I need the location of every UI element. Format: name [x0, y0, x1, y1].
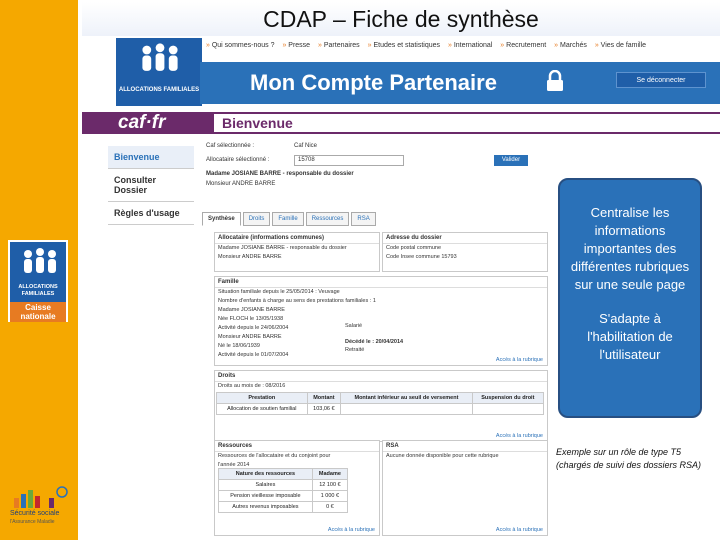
tab-bar — [202, 212, 378, 226]
brand-logo-text: ALLOCATIONS FAMILIALES — [118, 87, 200, 93]
droits-link[interactable]: Accès à la rubrique — [495, 433, 543, 439]
adresse-line: Code postal commune — [386, 245, 442, 251]
allocataire-label: Allocataire sélectionné : — [206, 157, 270, 163]
famille-line: Situation familiale depuis le 25/05/2014 : Veuvage — [218, 289, 340, 295]
famille-panel — [214, 276, 548, 366]
status-salarie: Salarié — [345, 323, 363, 329]
nav-item[interactable]: » International — [448, 42, 492, 49]
validate-button[interactable]: Valider — [494, 155, 528, 166]
ressources-table — [218, 468, 348, 513]
nav-item[interactable]: » Recrutement — [500, 42, 546, 49]
caf-brand[interactable]: caf·fr — [118, 112, 166, 133]
allocataire-panel — [214, 232, 380, 272]
nav-item[interactable]: » Partenaires — [318, 42, 360, 49]
famille-line: Madame JOSIANE BARRE — [218, 307, 285, 313]
droits-cell: Allocation de soutien familial — [217, 404, 308, 415]
droits-table — [216, 392, 544, 415]
droits-subtitle: Droits au mois de : 08/2016 — [218, 383, 286, 389]
ressources-line: l'année 2014 — [218, 462, 250, 468]
table-row — [219, 502, 348, 513]
callout-text-2: S'adapte à l'habilitation de l'utilisateur — [587, 311, 673, 362]
welcome-heading: Bienvenue — [214, 114, 720, 132]
logout-button[interactable]: Se déconnecter — [616, 72, 706, 88]
table-row — [217, 404, 544, 415]
allocations-familiales-logo[interactable] — [116, 38, 202, 106]
family-people-icon — [138, 42, 182, 80]
tab-famille[interactable]: Famille — [272, 212, 303, 226]
table-row — [219, 491, 348, 502]
droits-cell: 103,06 € — [307, 404, 341, 415]
ressources-line: Ressources de l'allocataire et du conjoint pour — [218, 453, 331, 459]
nav-item[interactable]: » Presse — [282, 42, 310, 49]
adresse-heading: Adresse du dossier — [383, 233, 547, 244]
welcome-bar — [82, 112, 720, 134]
family-people-icon — [20, 248, 60, 280]
famille-line: Née FLOCH le 13/05/1938 — [218, 316, 284, 322]
banner — [200, 62, 720, 104]
status-decede: Décédé le : 20/04/2014 — [345, 339, 404, 345]
adresse-panel — [382, 232, 548, 272]
ressources-cell: Salaires — [219, 480, 313, 491]
securite-sociale-logo — [8, 478, 72, 528]
caf-label: Caf sélectionnée : — [206, 143, 255, 149]
left-logo-line2: Caisse nationale — [10, 302, 66, 322]
nav-item[interactable]: » Etudes et statistiques — [368, 42, 440, 49]
ressources-cell: 12 100 € — [312, 480, 347, 491]
ressources-cell: 0 € — [312, 502, 347, 513]
tab-synthese[interactable]: Synthèse — [202, 212, 241, 226]
allocataire-input[interactable]: 15708 — [294, 155, 404, 166]
tab-droits[interactable]: Droits — [243, 212, 271, 226]
famille-heading: Famille — [215, 277, 547, 288]
droits-col: Montant — [307, 393, 341, 404]
adresse-line: Code Insee commune 15793 — [386, 254, 457, 260]
famille-link[interactable]: Accès à la rubrique — [495, 357, 543, 363]
allocataire-heading: Allocataire (informations communes) — [215, 233, 379, 244]
nav-item[interactable]: » Vies de famille — [595, 42, 646, 49]
person1: Madame JOSIANE BARRE - responsable du dossier — [206, 171, 354, 177]
caisse-nationale-logo — [8, 240, 68, 322]
slide-title: CDAP – Fiche de synthèse — [82, 2, 720, 36]
rsa-link[interactable]: Accès à la rubrique — [495, 527, 543, 533]
side-menu — [108, 146, 194, 225]
ressources-cell: 1 000 € — [312, 491, 347, 502]
famille-line: Activité depuis le 24/06/2004 — [218, 325, 289, 331]
top-navigation — [206, 42, 652, 49]
ressources-col: Nature des ressources — [219, 469, 313, 480]
allocataire-line: Monsieur ANDRE BARRE — [218, 254, 282, 260]
caf-value: Caf Nice — [294, 143, 318, 149]
securite-sociale-icon — [12, 484, 68, 510]
tab-ressources[interactable]: Ressources — [306, 212, 350, 226]
sidebar-item-regles-usage[interactable]: Règles d'usage — [108, 202, 194, 225]
famille-line: Activité depuis le 01/07/2004 — [218, 352, 289, 358]
droits-heading: Droits — [215, 371, 547, 382]
tab-rsa[interactable]: RSA — [351, 212, 375, 226]
example-caption: Exemple sur un rôle de type T5 (chargés de suivi des dossiers RSA) — [556, 447, 702, 470]
banner-title: Mon Compte Partenaire — [250, 70, 497, 95]
nav-item[interactable]: » Qui sommes-nous ? — [206, 42, 274, 49]
callout-text-1: Centralise les informations importantes des différentes rubriques sur une seule page — [570, 205, 690, 292]
status-retraite: Retraité — [345, 347, 365, 353]
ressources-link[interactable]: Accès à la rubrique — [327, 527, 375, 533]
allocataire-line: Madame JOSIANE BARRE - responsable du dossier — [218, 245, 347, 251]
ressources-cell: Pension vieillesse imposable — [219, 491, 313, 502]
left-logo-line1: ALLOCATIONS FAMILIALES — [18, 284, 58, 297]
ressources-col: Madame — [312, 469, 347, 480]
nav-item[interactable]: » Marchés — [554, 42, 587, 49]
rsa-panel — [382, 440, 548, 536]
sidebar-item-bienvenue[interactable]: Bienvenue — [108, 146, 194, 169]
ressources-heading: Ressources — [215, 441, 379, 452]
person2: Monsieur ANDRE BARRE — [206, 181, 276, 187]
secu-logo-line2: l'Assurance Maladie — [10, 519, 55, 525]
droits-col: Suspension du droit — [472, 393, 543, 404]
lock-icon — [546, 70, 564, 92]
rsa-heading: RSA — [383, 441, 547, 452]
famille-line: Nombre d'enfants à charge au sens des prestations familiales : 1 — [218, 298, 376, 304]
rsa-line: Aucune donnée disponible pour cette rubrique — [386, 453, 499, 459]
ressources-cell: Autres revenus imposables — [219, 502, 313, 513]
table-row — [219, 480, 348, 491]
famille-line: Monsieur ANDRE BARRE — [218, 334, 282, 340]
droits-cell — [472, 404, 543, 415]
droits-cell — [341, 404, 472, 415]
secu-logo-line1: Sécurité sociale — [10, 510, 60, 517]
famille-line: Né le 18/06/1939 — [218, 343, 260, 349]
selection-form — [202, 140, 532, 188]
callout-box — [558, 178, 702, 418]
sidebar-item-consulter-dossier[interactable]: Consulter Dossier — [108, 169, 194, 202]
droits-col: Montant inférieur au seuil de versement — [341, 393, 472, 404]
site-header — [82, 36, 720, 112]
droits-col: Prestation — [217, 393, 308, 404]
